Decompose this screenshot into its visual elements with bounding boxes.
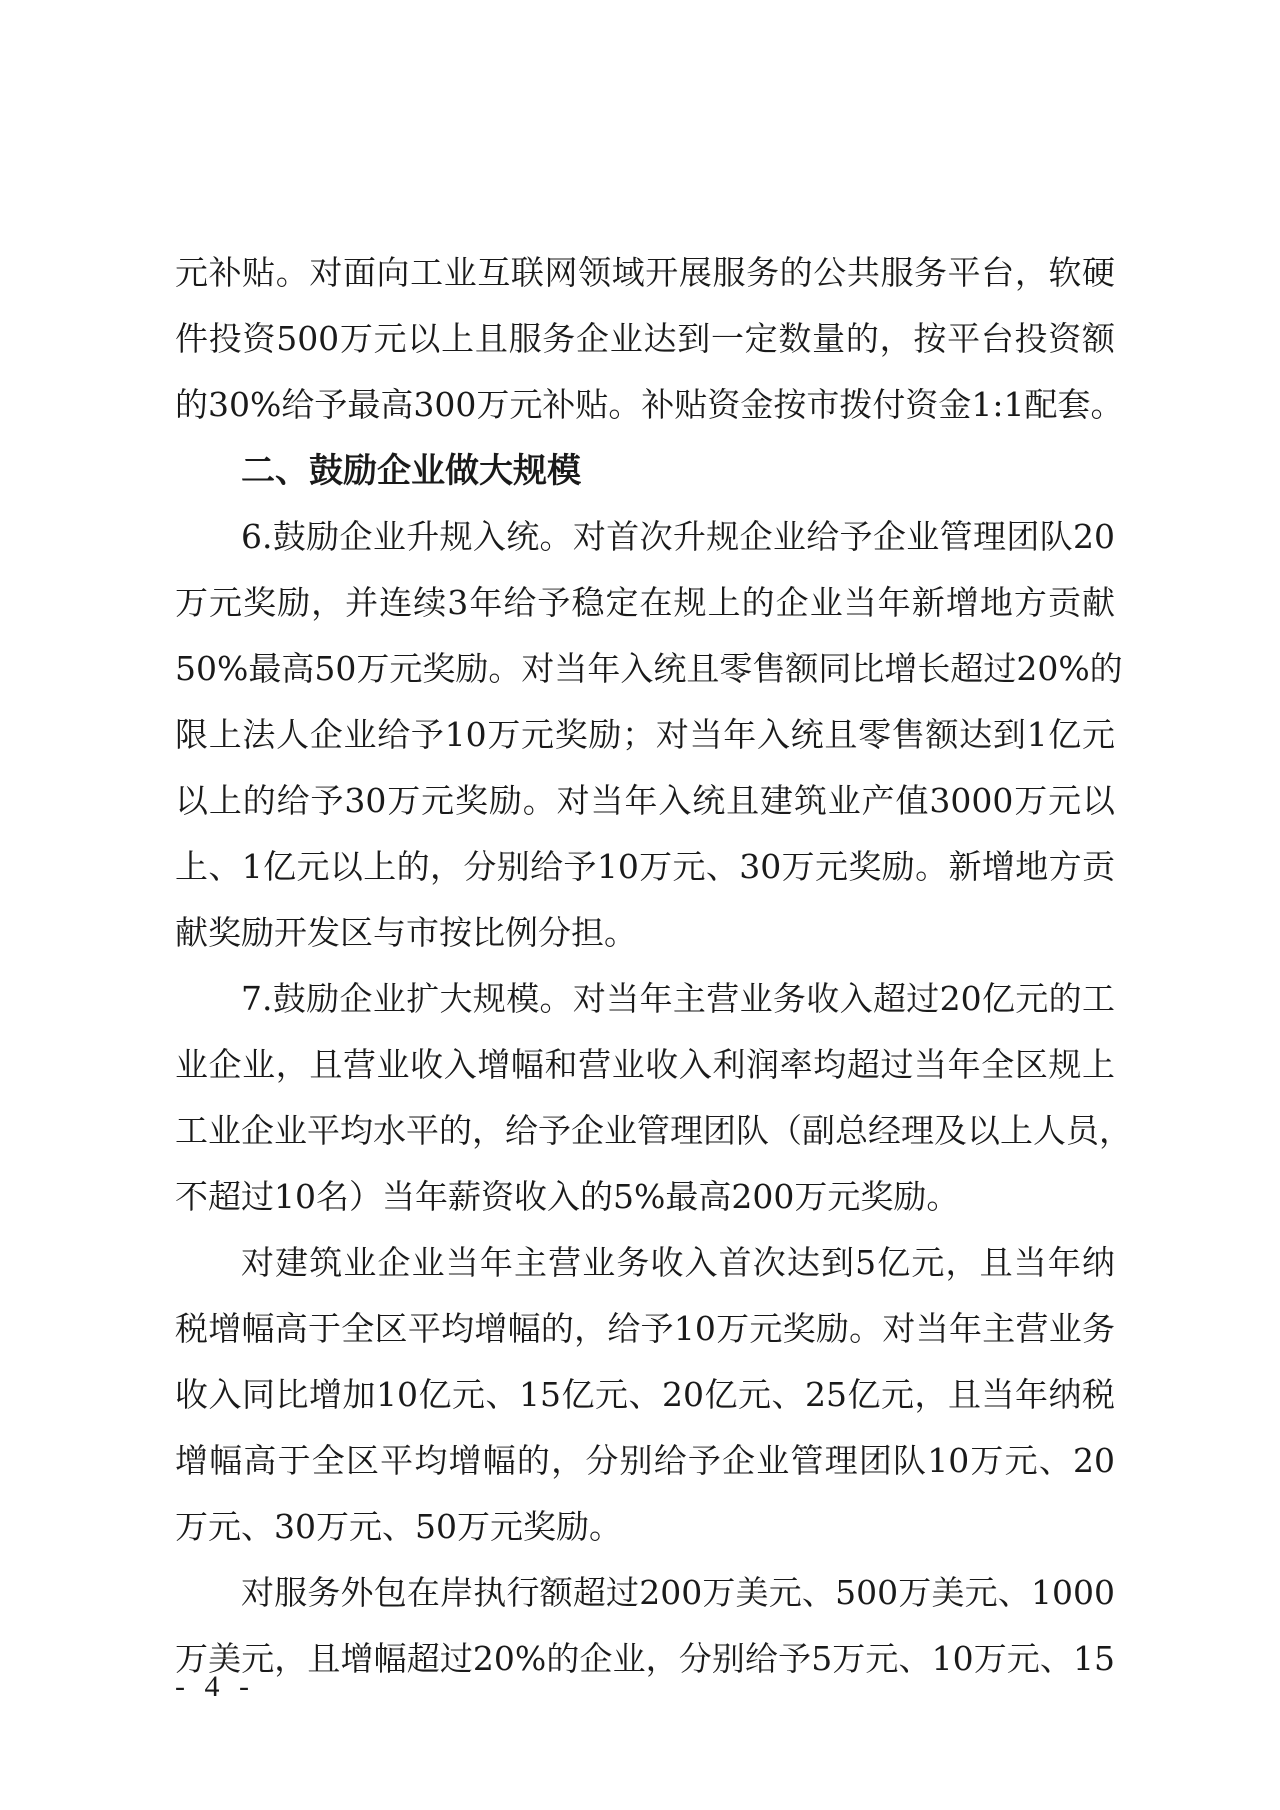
section-heading: 二、鼓励企业做大规模: [241, 451, 581, 491]
document-body: [175, 240, 1132, 1692]
text-line: 税增幅高于全区平均增幅的，给予10万元奖励。对当年主营业务: [175, 1309, 1115, 1348]
text-line: 元补贴。对面向工业互联网领域开展服务的公共服务平台，软硬: [175, 253, 1115, 292]
text-line: 7.鼓励企业扩大规模。对当年主营业务收入超过20亿元的工: [241, 979, 1115, 1018]
text-line: 不超过10名）当年薪资收入的5%最高200万元奖励。: [175, 1177, 960, 1216]
text-line: 收入同比增加10亿元、15亿元、20亿元、25亿元，且当年纳税: [175, 1375, 1115, 1414]
text-line: 增幅高于全区平均增幅的，分别给予企业管理团队10万元、20: [175, 1441, 1115, 1480]
text-line: 6.鼓励企业升规入统。对首次升规企业给予企业管理团队20: [241, 517, 1115, 556]
text-line: 对服务外包在岸执行额超过200万美元、500万美元、1000: [241, 1573, 1115, 1612]
text-line: 的30%给予最高300万元补贴。补贴资金按市拨付资金1:1配套。: [175, 385, 1124, 424]
page-number: - 4 -: [175, 1670, 255, 1703]
text-line: 万元、30万元、50万元奖励。: [175, 1507, 622, 1546]
text-line: 业企业，且营业收入增幅和营业收入利润率均超过当年全区规上: [175, 1045, 1115, 1084]
text-line: 件投资500万元以上且服务企业达到一定数量的，按平台投资额: [175, 319, 1115, 358]
text-line: 以上的给予30万元奖励。对当年入统且建筑业产值3000万元以: [175, 781, 1115, 820]
text-line: 献奖励开发区与市按比例分担。: [175, 913, 637, 952]
text-line: 对建筑业企业当年主营业务收入首次达到5亿元，且当年纳: [241, 1243, 1115, 1282]
text-line: 万美元，且增幅超过20%的企业，分别给予5万元、10万元、15: [175, 1639, 1115, 1678]
text-line: 上、1亿元以上的，分别给予10万元、30万元奖励。新增地方贡: [175, 847, 1115, 886]
text-line: 50%最高50万元奖励。对当年入统且零售额同比增长超过20%的: [175, 649, 1123, 688]
text-line: 限上法人企业给予10万元奖励；对当年入统且零售额达到1亿元: [175, 715, 1115, 754]
text-line: 工业企业平均水平的，给予企业管理团队（副总经理及以上人员，: [175, 1111, 1132, 1150]
text-line: 万元奖励，并连续3年给予稳定在规上的企业当年新增地方贡献: [175, 583, 1115, 622]
